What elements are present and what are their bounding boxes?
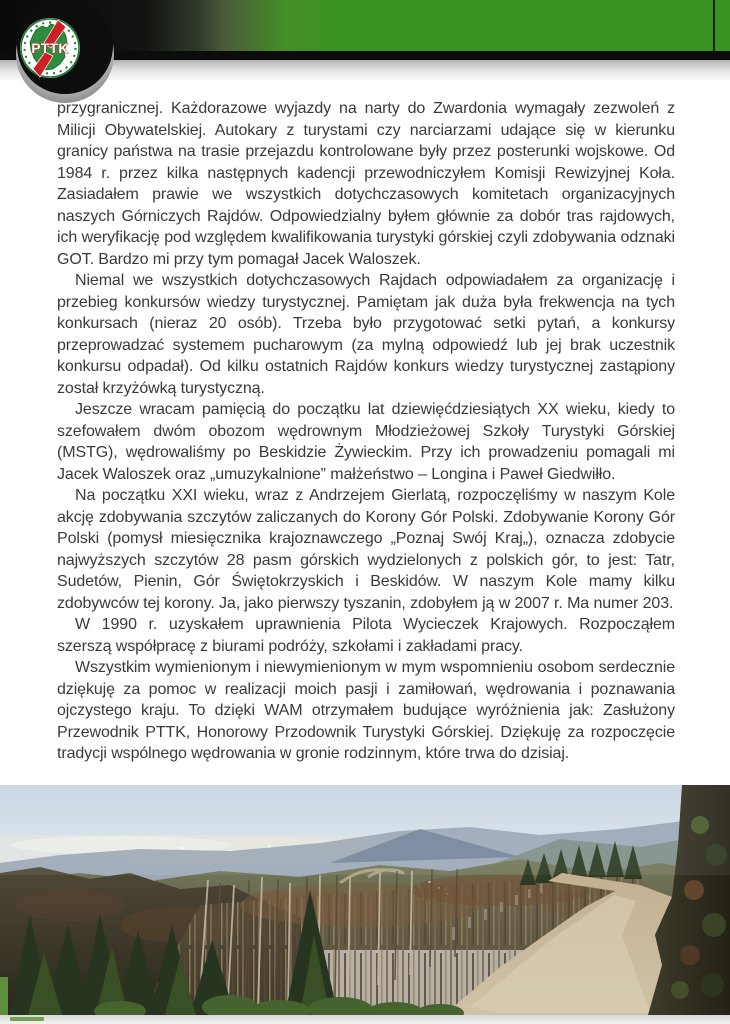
paragraph: W 1990 r. uzyskałem uprawnienia Pilota Wycieczek Krajowych. Rozpocząłem szerszą współpracę z biurami podróży, szkołami i zakładami pracy. (57, 616, 675, 655)
paragraph: Na początku XXI wieku, wraz z Andrzejem Gierlatą, rozpoczęliśmy w naszym Kole akcję zdobywania szczytów zaliczanych do Korony Gór Polski. Zdobywanie Korony Gór Polski (pomysł miesięcznika krajoznawczego „Poznaj Swój Kraj„), oznacza zdobycie najwyższych szczytów 28 pasm górskich wydzielonych z polskich gór, to jest: Tatr, Sudetów, Pienin, Gór Świętokrzyskich i Beskidów. W naszym Kole mamy kilku zdobywców tej korony. Ja, jako pierwszy tyszanin, zdobyłem ją w 2007 r. Ma numer 203. (57, 487, 675, 612)
paragraph: Jeszcze wracam pamięcią do początku lat dziewięćdziesiątych XX wieku, kiedy to szefowałem dwóm obozom wędrownym Młodzieżowej Szkoły Turystyki Górskiej (MSTG), wędrowaliśmy po Beskidzie Żywieckim. Przy ich prowadzeniu pomagali mi Jacek Waloszek oraz „umuzykalnione” małżeństwo – Longina i Paweł Giedwiłło. (57, 401, 675, 483)
pttk-badge-icon (20, 18, 80, 78)
paragraph: przygranicznej. Każdorazowe wyjazdy na narty do Zwardonia wymagały zezwoleń z Milicji Obywatelskiej. Autokary z turystami czy narciarzami udające się w kierunku granicy państwa na trasie przejazdu kontrolowane były przez posterunki wojskowe. Od 1984 r. przez kilka następnych kadencji przewodniczyłem Komisji Rewizyjnej Koła. Zasiadałem prawie we wszystkich dotychczasowych komitetach organizacyjnych naszych Górniczych Rajdów. Odpowiedzialny byłem głównie za dobór tras rajdowych, ich weryfikację pod względem kwalifikowania turystyki górskiej czyli zdobywania odznaki GOT. Bardzo mi przy tym pomagał Jacek Waloszek. (57, 100, 675, 268)
logo-text: PTTK (31, 41, 69, 56)
paragraph: Niemal we wszystkich dotychczasowych Rajdach odpowiadałem za organizację i przebieg konkursów wiedzy turystycznej. Pamiętam jak duża była frekwencja na tych konkursach (nieraz 20 osób). Trzeba było przygotować setki pytań, a konkursy przeprowadzać systemem pucharowym (za mylną odpowiedź lub jej brak uczestnik konkursu odpadał). Od kilku ostatnich Rajdów konkurs wiedzy turystycznej zastąpiony został krzyżówką turystyczną. (57, 272, 675, 397)
footer-green-mark (10, 1017, 44, 1021)
landscape-photo (0, 785, 730, 1015)
header-accent-line (713, 0, 715, 51)
paragraph: Wszystkim wymienionym i niewymienionym w mym wspomnieniu osobom serdecznie dziękuję za pomoc w realizacji moich pasji i zamiłowań, wędrowania i poznawania ojczystego kraju. To dzięki WAM otrzymałem budujące wyróżnienia jak: Zasłużony Przewodnik PTTK, Honorowy Przodownik Turystyki Górskiej. Dziękuję za rozpoczęcie tradycji wspólnego wędrowania w gronie rodzinnym, które trwa do dzisiaj. (57, 659, 675, 762)
footer-strip (0, 1015, 730, 1024)
body-text (57, 98, 675, 765)
